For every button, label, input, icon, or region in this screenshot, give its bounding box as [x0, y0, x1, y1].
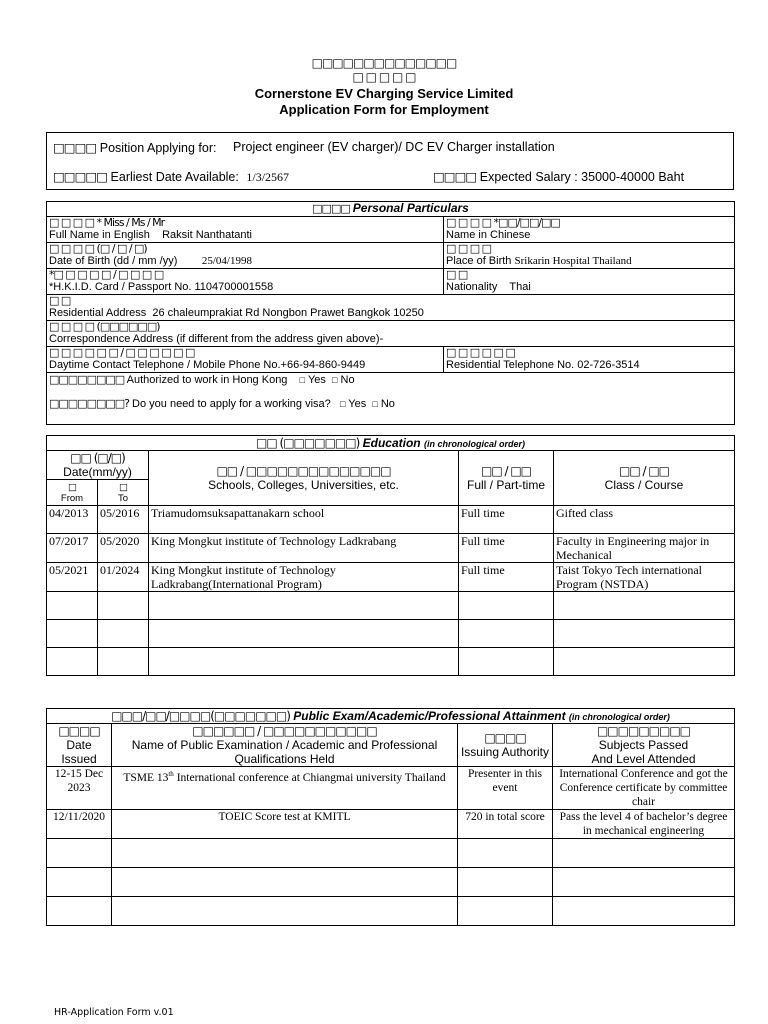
pe-authority-cell[interactable] — [458, 868, 553, 897]
edu-to-label: To — [117, 492, 129, 504]
name-en-cjk: □ □ □ □ * Miss / Ms / Mr — [49, 216, 165, 229]
edu-school-cell[interactable]: King Mongkut institute of Technology Ladkrabang(International Program) — [149, 563, 459, 592]
salary-cjk: □□□□ — [433, 169, 477, 184]
public-exam-row — [47, 868, 735, 897]
position-row — [53, 140, 216, 155]
edu-school-cell[interactable]: King Mongkut institute of Technology Ladkrabang — [149, 534, 459, 563]
dob-label: Date of Birth (dd / mm /yy) — [49, 255, 178, 267]
pe-date-cell[interactable]: 12/11/2020 — [47, 810, 112, 839]
education-row — [47, 563, 735, 592]
work-authorization-cell — [47, 373, 735, 425]
pe-subj-label2: And Level Attended — [591, 752, 696, 766]
header-cjk-line1: □□□□□□□□□□□□□□ — [311, 56, 457, 70]
public-exam-row — [47, 810, 735, 839]
corr-label: Correspondence Address (if different from the address given above)- — [49, 333, 384, 345]
edu-school-cell[interactable] — [149, 620, 459, 648]
auth-yes-label: Yes — [307, 374, 326, 386]
education-row — [47, 592, 735, 620]
pob-value[interactable]: Srikarin Hospital Thailand — [514, 255, 632, 267]
edu-fulltime-cell[interactable] — [459, 620, 554, 648]
edu-fulltime-cell[interactable] — [459, 648, 554, 676]
edu-section-sub: (in chronological order) — [423, 439, 525, 449]
personal-section-cjk: □□□□ — [312, 202, 350, 215]
edu-from-cell[interactable] — [47, 648, 98, 676]
res-cjk: □ □ — [49, 294, 71, 307]
res-label: Residential Address — [49, 307, 147, 319]
edu-from-label: From — [60, 492, 84, 504]
edu-course-cell[interactable] — [554, 592, 735, 620]
edu-ft-cjk: □□ / □□ — [480, 464, 532, 478]
name-en-value[interactable]: Raksit Nanthatanti — [162, 229, 252, 241]
position-box — [46, 132, 734, 190]
auth-label: Authorized to work in Hong Kong — [126, 374, 288, 386]
salary-row — [433, 169, 684, 184]
pe-subjects-cell[interactable] — [553, 839, 735, 868]
pe-name-cell[interactable]: TOEIC Score test at KMITL — [112, 810, 458, 839]
pe-authority-cell[interactable]: 720 in total score — [458, 810, 553, 839]
pe-date-cell[interactable] — [47, 868, 112, 897]
pe-subj-cjk: □□□□□□□□□ — [596, 724, 691, 738]
visa-no-checkbox[interactable]: □ — [372, 399, 378, 409]
edu-from-cell[interactable]: 07/2017 — [47, 534, 98, 563]
dob-value[interactable]: 25/04/1998 — [201, 255, 252, 267]
pe-name-cell[interactable] — [112, 897, 458, 926]
pe-authority-cell[interactable] — [458, 897, 553, 926]
pe-subjects-cell[interactable] — [553, 897, 735, 926]
education-section-title — [47, 436, 735, 451]
id-label[interactable]: *H.K.I.D. Card / Passport No. 1104700001558 — [49, 281, 274, 293]
name-en-label: Full Name in English — [49, 229, 150, 241]
residential-address-cell[interactable] — [47, 295, 735, 321]
pe-subjects-cell[interactable]: International Conference and got the Conference certificate by committee chair — [553, 767, 735, 810]
pob-label: Place of Birth — [446, 255, 512, 267]
edu-to-cell[interactable] — [98, 620, 149, 648]
edu-course-cell[interactable]: Taist Tokyo Tech international Program (NSTDA) — [554, 563, 735, 592]
dob-cell[interactable] — [47, 243, 444, 269]
footer-version: HR-Application Form v.01 — [54, 1007, 174, 1018]
edu-from-header — [47, 480, 98, 506]
auth-no-checkbox[interactable]: □ — [332, 375, 338, 385]
id-cell[interactable] — [47, 269, 444, 295]
edu-fulltime-cell[interactable]: Full time — [459, 563, 554, 592]
pe-date-header — [47, 724, 112, 767]
residential-telephone-cell[interactable] — [444, 347, 735, 373]
personal-particulars-table — [46, 201, 735, 425]
pe-name-cell[interactable] — [112, 839, 458, 868]
edu-from-cell[interactable]: 05/2021 — [47, 563, 98, 592]
date-cjk: □□□□□ — [53, 169, 108, 184]
edu-school-header — [149, 451, 459, 506]
edu-from-cjk: □ — [68, 481, 76, 493]
pe-subjects-cell[interactable]: Pass the level 4 of bachelor’s degree in mechanical engineering — [553, 810, 735, 839]
education-row — [47, 620, 735, 648]
pe-section-cjk: □□□/□□/□□□□(□□□□□□□) — [111, 709, 290, 723]
pe-authority-header — [458, 724, 553, 767]
public-exam-section-title — [47, 709, 735, 724]
position-cjk: □□□□ — [53, 140, 97, 155]
name-cn-cjk: □ □ □ □ *□□/□□/□□ — [446, 216, 560, 229]
education-table — [46, 435, 735, 676]
edu-fulltime-cell[interactable] — [459, 592, 554, 620]
edu-from-cell[interactable] — [47, 592, 98, 620]
public-exam-table — [46, 708, 735, 926]
position-value[interactable]: Project engineer (EV charger)/ DC EV Charger installation — [233, 140, 555, 154]
edu-to-cell[interactable]: 05/2016 — [98, 506, 149, 534]
personal-section-title — [47, 202, 735, 217]
auth-cjk: □□□□□□□□ — [49, 373, 125, 386]
pe-name-cell[interactable] — [112, 868, 458, 897]
dob-cjk: □ □ □ □ (□ / □ / □) — [49, 242, 147, 255]
visa-no-label: No — [380, 398, 395, 410]
tel-label[interactable]: Daytime Contact Telephone / Mobile Phone No.+66-94-860-9449 — [49, 359, 366, 371]
pob-cell[interactable] — [444, 243, 735, 269]
form-title: Application Form for Employment — [279, 102, 489, 117]
pe-section-label: Public Exam/Academic/Professional Attainment — [293, 709, 566, 723]
pe-auth-label: Issuing Authority — [460, 745, 550, 759]
id-cjk: *□ □ □ □ □ / □ □ □ □ — [49, 268, 164, 281]
edu-course-header — [554, 451, 735, 506]
edu-class-label: Class / Course — [604, 478, 684, 492]
pe-date-label: Date Issued — [61, 738, 97, 766]
edu-from-cell[interactable] — [47, 620, 98, 648]
authorized-row — [49, 374, 732, 398]
visa-yes-label: Yes — [348, 398, 367, 410]
edu-date-label: Date(mm/yy) — [63, 465, 132, 479]
tel-cjk: □ □ □ □ □ □ / □ □ □ □ □ □ — [49, 346, 195, 359]
edu-to-cjk: □ — [119, 481, 127, 493]
nat-value[interactable]: Thai — [509, 281, 531, 293]
edu-to-header — [98, 480, 149, 506]
nat-cjk: □ □ — [446, 268, 468, 281]
edu-school-label: Schools, Colleges, Universities, etc. — [208, 478, 399, 492]
education-row — [47, 506, 735, 534]
position-label: Position Applying for: — [99, 141, 217, 155]
edu-course-cell[interactable]: Faculty in Engineering major in Mechanical — [554, 534, 735, 563]
pe-authority-cell[interactable] — [458, 839, 553, 868]
public-exam-row — [47, 839, 735, 868]
header-cjk-line2: □ □ □ □ □ — [352, 70, 416, 84]
edu-school-cell[interactable] — [149, 648, 459, 676]
visa-row — [49, 398, 732, 410]
education-row — [47, 648, 735, 676]
edu-fulltime-header — [459, 451, 554, 506]
nat-label: Nationality — [446, 281, 498, 293]
pe-name-cell[interactable]: TSME 13th International conference at Chiangmai university Thailand — [112, 767, 458, 810]
edu-date-header — [47, 451, 149, 480]
edu-section-label: Education — [362, 436, 421, 450]
restel-cjk: □ □ □ □ □ □ — [446, 346, 515, 359]
name-cn-label: Name in Chinese — [446, 229, 531, 241]
edu-school-cell[interactable]: Triamudomsuksapattanakarn school — [149, 506, 459, 534]
pe-date-cell[interactable] — [47, 839, 112, 868]
date-label: Earliest Date Available: — [110, 170, 239, 184]
pe-date-cell[interactable]: 12-15 Dec 2023 — [47, 767, 112, 810]
pe-date-cjk: □□□□ — [58, 724, 100, 738]
edu-course-cell[interactable]: Gifted class — [554, 506, 735, 534]
pe-name-label: Name of Public Examination / Academic and Professional Qualifications Held — [131, 738, 438, 766]
edu-class-cjk: □□ / □□ — [619, 464, 670, 478]
public-exam-row — [47, 897, 735, 926]
education-row — [47, 534, 735, 563]
edu-from-cell[interactable]: 04/2013 — [47, 506, 98, 534]
company-name: Cornerstone EV Charging Service Limited — [254, 86, 514, 101]
corr-cjk: □ □ □ □ (□□□□□□) — [49, 320, 160, 333]
visa-cjk: □□□□□□□□? — [49, 397, 129, 410]
auth-no-label: No — [340, 374, 355, 386]
auth-yes-checkbox[interactable]: □ — [299, 375, 306, 385]
pe-auth-cjk: □□□□ — [484, 731, 526, 745]
pe-subjects-header — [553, 724, 735, 767]
edu-fulltime-cell[interactable]: Full time — [459, 506, 554, 534]
edu-to-cell[interactable]: 05/2020 — [98, 534, 149, 563]
edu-date-cjk: □□ (□/□) — [70, 451, 125, 465]
pe-name-cjk: □□□□□□ / □□□□□□□□□□□ — [192, 724, 377, 738]
edu-course-cell[interactable] — [554, 620, 735, 648]
visa-yes-checkbox[interactable]: □ — [339, 399, 346, 409]
edu-school-cell[interactable] — [149, 592, 459, 620]
edu-to-cell[interactable]: 01/2024 — [98, 563, 149, 592]
edu-ft-label: Full / Part-time — [466, 478, 545, 492]
pob-cjk: □ □ □ □ — [446, 242, 492, 255]
restel-label[interactable]: Residential Telephone No. 02-726-3514 — [446, 359, 640, 371]
pe-authority-cell[interactable]: Presenter in this event — [458, 767, 553, 810]
pe-subj-label1: Subjects Passed — [598, 738, 689, 752]
date-available-row — [53, 169, 289, 185]
edu-to-cell[interactable] — [98, 648, 149, 676]
visa-label: Do you need to apply for a working visa? — [132, 398, 331, 410]
nationality-cell[interactable] — [444, 269, 735, 295]
edu-school-cjk: □□ / □□□□□□□□□□□□□□ — [216, 464, 391, 478]
res-value[interactable]: 26 chaleumprakiat Rd Nongbon Prawet Bangkok 10250 — [152, 307, 424, 319]
edu-course-cell[interactable] — [554, 648, 735, 676]
public-exam-row — [47, 767, 735, 810]
pe-date-cell[interactable] — [47, 897, 112, 926]
pe-subjects-cell[interactable] — [553, 868, 735, 897]
name-chinese-cell[interactable] — [444, 217, 735, 243]
pe-section-sub: (in chronological order) — [568, 712, 670, 722]
pe-name-header — [112, 724, 458, 767]
salary-label[interactable]: Expected Salary : 35000-40000 Baht — [479, 170, 685, 184]
name-english-cell[interactable] — [47, 217, 444, 243]
edu-section-cjk: □□ (□□□□□□□) — [256, 436, 360, 450]
telephone-cell[interactable] — [47, 347, 444, 373]
correspondence-address-cell[interactable] — [47, 321, 735, 347]
edu-to-cell[interactable] — [98, 592, 149, 620]
date-value[interactable]: 1/3/2567 — [246, 170, 290, 184]
edu-fulltime-cell[interactable]: Full time — [459, 534, 554, 563]
personal-section-label: Personal Particulars — [352, 201, 469, 215]
